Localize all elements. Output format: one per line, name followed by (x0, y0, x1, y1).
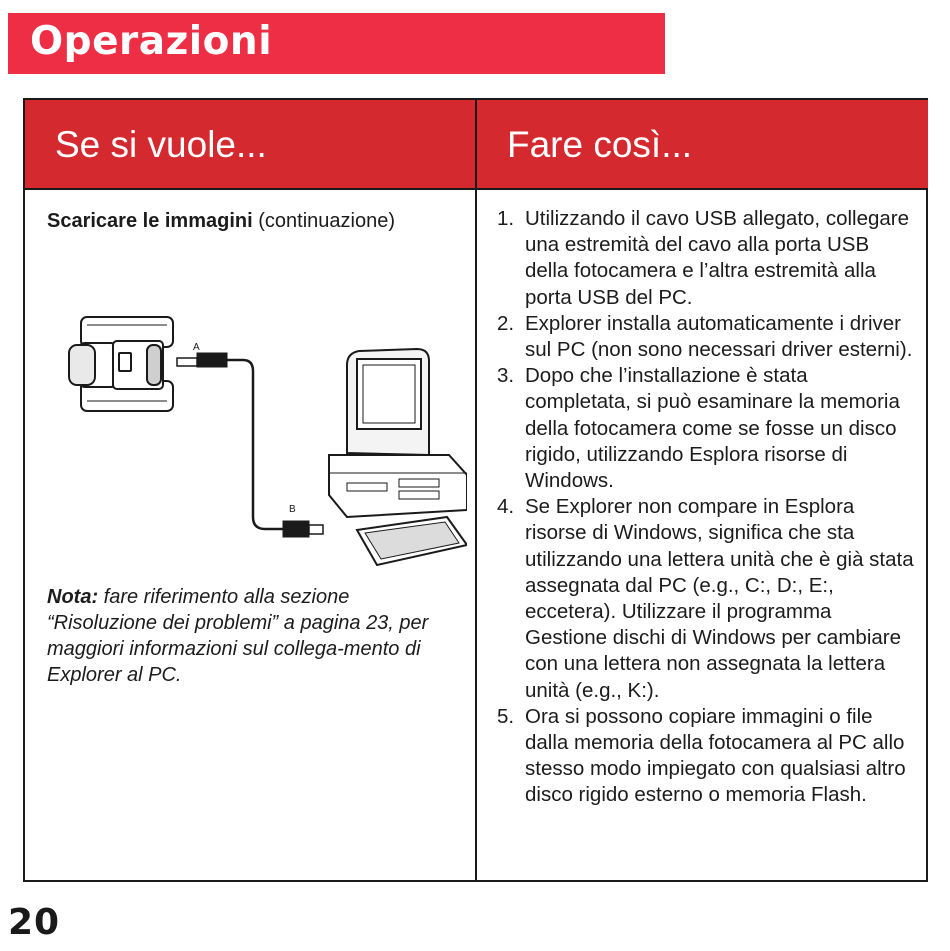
column-header-right (477, 100, 928, 190)
step-number: 5. (497, 704, 515, 728)
usb-connection-illustration (47, 305, 467, 595)
desktop-computer-icon (329, 349, 467, 565)
column-divider (475, 100, 477, 880)
note-text (47, 584, 457, 688)
step-item (497, 704, 917, 809)
cable-end-label-a: A (193, 342, 200, 353)
section-banner (8, 13, 665, 74)
step-number: 2. (497, 311, 515, 335)
step-item (497, 494, 917, 704)
usb-cable-icon (177, 353, 323, 537)
step-item (497, 311, 917, 363)
task-title-rest: (continuazione) (252, 210, 395, 232)
step-number: 4. (497, 495, 515, 519)
note-label: Nota: (47, 586, 99, 608)
page-number: 20 (8, 902, 61, 943)
binoculars-camera-icon (69, 317, 173, 411)
step-number: 3. (497, 364, 515, 388)
step-list (497, 206, 917, 809)
step-text: Explorer installa automaticamente i driver sul PC (non sono necessari driver esterni). (525, 311, 913, 362)
step-item (497, 206, 917, 311)
step-text: Dopo che l’installazione è stata completata, si può esaminare la memoria della fotocamera come se fosse un disco rigido, utilizzando Esplora risorse di Windows. (525, 364, 900, 493)
column-header-left-label: Se si vuole... (55, 124, 267, 165)
task-cell (47, 208, 457, 234)
column-header-right-label: Fare così... (507, 124, 693, 165)
step-text: Se Explorer non compare in Esplora risorse di Windows, significa che sta utilizzando una lettera unità che è già stata assegnata dal PC (e.g., C:, D:, E:, eccetera). Utilizzare il programma Gestione dischi di Windows per cambiare con una lettera non assegnata la lettera unità (e.g., K:). (525, 495, 914, 702)
instruction-table (23, 98, 928, 882)
step-number: 1. (497, 207, 515, 230)
cable-end-label-b: B (289, 504, 296, 515)
step-text: Ora si possono copiare immagini o file dalla memoria della fotocamera al PC allo stesso modo impiegato con qualsiasi altro disco rigido esterno o memoria Flash. (525, 704, 906, 807)
column-header-left (25, 100, 475, 190)
note-body: fare riferimento alla sezione “Risoluzione dei problemi” a pagina 23, per maggiori informazioni sul collega-mento di Explorer al PC. (47, 586, 429, 686)
step-text: Utilizzando il cavo USB allegato, collegare una estremità del cavo alla porta USB della fotocamera e l’altra estremità alla porta USB del PC. (525, 207, 910, 309)
task-title-bold: Scaricare le immagini (47, 210, 253, 232)
section-title: Operazioni (30, 19, 273, 64)
step-item (497, 363, 917, 494)
task-title (47, 208, 457, 234)
